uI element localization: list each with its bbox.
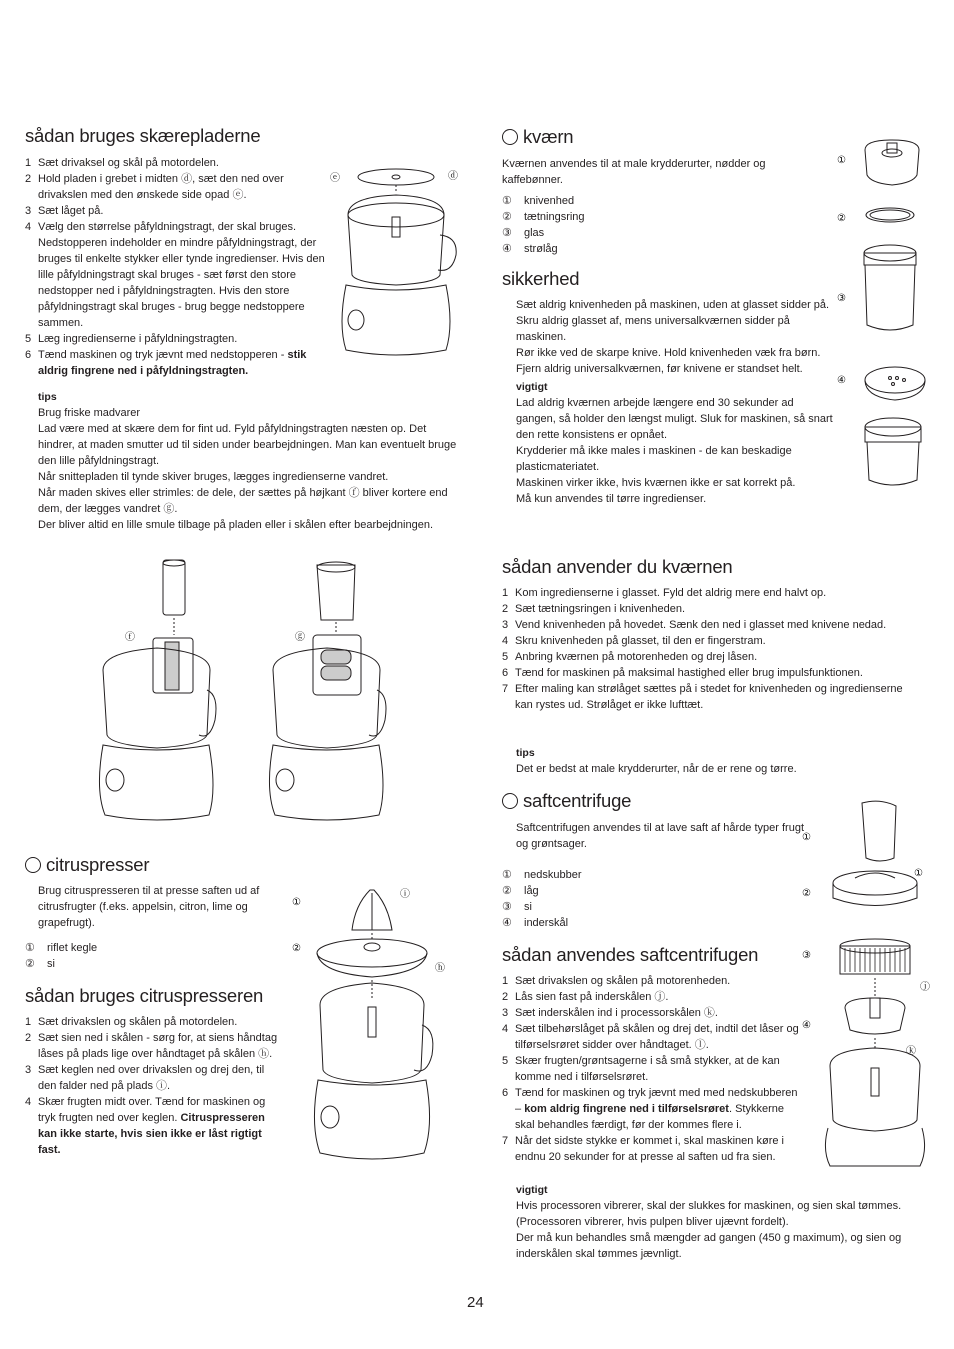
list-item: 3 Vend knivenheden på hovedet. Sænk den ned i glasset med knivene nedad. — [502, 619, 887, 631]
list-item: 4 Vælg den størrelse påfyldningstragt, der skal bruges. Nedstopperen indeholder en mindre påfyldningstragt, der bruges til enkelte stykker eller tynde ingredienser. Hvis den lille påfyldningstragt skal bruges - sæt først den store nedstopper ned i påfyldningstragten. Hvis den store påfyldningstragt skal bruges - brug begge nedstoppere sammen. — [25, 221, 325, 329]
fig-label-1: ① — [802, 832, 811, 843]
list-item: 2 Lås sien fast på inderskålen ⓙ. — [502, 991, 669, 1003]
list-item: 2 Sæt tætningsringen i knivenheden. — [502, 603, 685, 615]
checkbox-circle-icon — [502, 129, 518, 145]
list-item: ① nedskubber — [502, 869, 582, 881]
fig-label-h: ⓗ — [435, 963, 445, 974]
fig-label-1: ① — [837, 155, 846, 166]
list-item: 1 Sæt drivaksel og skål på motordelen. — [25, 157, 219, 169]
fig-label-3: ③ — [837, 293, 846, 304]
list-item: 1 Sæt drivakslen og skålen på motordelen. — [25, 1016, 238, 1028]
list-item: 4 Skru knivenheden på glasset, til den er fingerstram. — [502, 635, 766, 647]
kvaernen-steps — [502, 585, 922, 713]
skaereplader-steps — [25, 155, 325, 379]
heading-anvender-kvaernen: sådan anvender du kværnen — [502, 556, 733, 577]
fig-label-f: ⓕ — [125, 632, 135, 643]
skaereplader-tips: tips Brug friske madvarer Lad være med at skære dem for fint ud. Fyld påfyldningstragten næsten op. Det hindrer, at maden smutter ud til siden under bearbejdningen. Man kan eventuelt bruge den lille påfyldningstragt. Når snittepladen til tynde skiver bruges, lægges ingredienserne vandret. Når maden skives eller strimles: de dele, der sættes på højkant ⓕ bliver kortere end dem, der lægges vandret ⓖ. Der bliver altid en lille smule tilbage på pladen eller i skålen efter bearbejdningen. — [38, 391, 457, 531]
list-item: ② si — [25, 958, 55, 970]
list-item: 6 Tænd for maskinen på maksimal hastighed eller brug impulsfunktionen. — [502, 667, 863, 679]
kvaernen-tips: tips Det er bedst at male krydderurter, når de er rene og tørre. — [516, 745, 916, 777]
fig-label-g: ⓖ — [295, 632, 305, 643]
list-item: 4 Sæt tilbehørslåget på skålen og drej det, indtil det låser og tilførselsrøret sidder over håndtaget. ⓛ. — [502, 1023, 799, 1051]
checkbox-circle-icon — [502, 793, 518, 809]
food-processor-feed-tube-illustration-f — [95, 560, 220, 825]
citruspresser-intro: Brug citruspresseren til at presse saften ud af citrusfrugter (f.eks. appelsin, citron, lime og grapefrugt). — [38, 885, 260, 929]
citruspresser-parts — [25, 940, 245, 972]
list-item: 1 Kom ingredienserne i glasset. Fyld det aldrig mere end halvt op. — [502, 587, 827, 599]
tips-label: tips — [38, 391, 57, 403]
food-processor-disc-illustration — [328, 155, 463, 365]
fig-label-i: ⓘ — [400, 889, 410, 900]
heading-anvendes-saftcentrifugen: sådan anvendes saftcentrifugen — [502, 944, 759, 965]
list-item: ① knivenhed — [502, 195, 575, 207]
food-processor-feed-tube-illustration-g — [265, 560, 390, 825]
list-item: 2 Sæt sien ned i skålen - sørg for, at siens håndtag låses på plads lige over håndtaget på skålen ⓗ. — [25, 1032, 278, 1060]
checkbox-circle-icon — [25, 857, 41, 873]
heading-citruspresseren: sådan bruges citruspresseren — [25, 985, 264, 1006]
list-item: 5 Anbring kværnen på motorenheden og drej låsen. — [502, 651, 758, 663]
list-item: ② tætningsring — [502, 211, 585, 223]
saftcentrifuge-parts — [502, 867, 722, 931]
fig-label-1: ① — [292, 897, 301, 908]
page-number: 24 — [467, 1294, 484, 1311]
kvaern-intro: Kværnen anvendes til at male krydderurter, nødder og kaffebønner. — [502, 158, 766, 186]
list-item: ② låg — [502, 885, 539, 897]
fig-label-2: ② — [837, 213, 846, 224]
list-item: ④ strølåg — [502, 243, 558, 255]
sikkerhed-text: Sæt aldrig knivenheden på maskinen, uden at glasset sidder på. Skru aldrig glasset af, mens universalkværnen sidder på maskinen. Rør ikke ved de skarpe knive. Hold knivenheden væk fra børn. Fjern aldrig universalkværnen, før knivene er standset helt. vigtigt Lad aldrig kværnen arbejde længere end 30 sekunder ad gangen, så holder den længst muligt. Sluk for maskinen, så snart den rette konsistens er opnået. Krydderier må ikke males i maskinen - de kan beskadige plasticmateriatet. Maskinen virker ikke, hvis kværnen ikke er sat korrekt på. Må kun anvendes til tørre ingredienser. — [516, 299, 833, 505]
list-item: 7 Når det sidste stykke er kommet i, skal maskinen køre i endnu 20 sekunder for at presse al saften ud fra sien. — [502, 1135, 784, 1163]
list-item: ① riflet kegle — [25, 942, 98, 954]
fig-label-d: ⓓ — [448, 171, 458, 182]
list-item: 2 Hold pladen i grebet i midten ⓓ, sæt den ned over drivakslen med den ønskede side opad ⓔ. — [25, 173, 284, 201]
list-item: 7 Efter maling kan strølåget sættes på i stedet for knivenheden og ingredienserne kan rystes ud. Strølåget er ikke lufttæt. — [502, 683, 903, 711]
grinder-parts-illustration — [835, 135, 935, 495]
tips-label: tips — [516, 747, 535, 759]
list-item: 3 Sæt inderskålen ind i processorskålen ⓚ. — [502, 1007, 718, 1019]
list-item: ③ si — [502, 901, 532, 913]
fig-label-3: ③ — [802, 950, 811, 961]
heading-kvaern: kværn — [502, 126, 573, 148]
list-item: 6 Tænd for maskinen og tryk jævnt med med nedskubberen – kom aldrig fingrene ned i tilførselsrøret. Stykkerne skal behandles færdigt, før der kommes flere i. — [502, 1087, 798, 1131]
heading-saftcentrifuge: saftcentrifuge — [502, 790, 631, 812]
fig-label-2: ② — [802, 888, 811, 899]
saftcentrifuge-intro: Saftcentrifugen anvendes til at lave saft af hårde typer frugt og grøntsager. — [516, 822, 805, 850]
heading-sikkerhed: sikkerhed — [502, 268, 580, 289]
list-item: 5 Læg ingredienserne i påfyldningstragten. — [25, 333, 238, 345]
list-item: 5 Skær frugten/grøntsagerne i så små stykker, at de kan komme ned i tilførselsrøret. — [502, 1055, 780, 1083]
fig-label-k: ⓚ — [906, 1046, 916, 1057]
fig-label-4: ④ — [802, 1020, 811, 1031]
list-item: ④ inderskål — [502, 917, 569, 929]
important-label: vigtigt — [516, 1184, 548, 1196]
kvaern-parts — [502, 193, 722, 257]
saftcentrifugen-important: vigtigt Hvis processoren vibrerer, skal der slukkes for maskinen, og sien skal tømmes. (Processoren vibrerer, hvis pulpen bliver ujævnt fordelt). Der må kun behandles små mængder ad gangen (450 g maximum), og sien og inderskålen skal tømmes jævnligt. — [516, 1182, 936, 1262]
list-item: 3 Sæt låget på. — [25, 205, 104, 217]
citruspresseren-steps — [25, 1014, 280, 1158]
heading-skaereplader: sådan bruges skærepladerne — [25, 125, 261, 146]
fig-label-i: ① — [914, 868, 923, 879]
fig-label-e: ⓔ — [330, 173, 340, 184]
list-item: 1 Sæt drivakslen og skålen på motorenheden. — [502, 975, 731, 987]
heading-citruspresser: citruspresser — [25, 854, 149, 876]
fig-label-2: ② — [292, 943, 301, 954]
important-label: vigtigt — [516, 381, 548, 393]
fig-label-j: ⓙ — [920, 982, 930, 993]
list-item: 3 Sæt keglen ned over drivakslen og drej den, til den falder ned på plads ⓘ. — [25, 1064, 265, 1092]
list-item: 6 Tænd maskinen og tryk jævnt med nedstopperen - stik aldrig fingrene ned i påfyldningstragten. — [25, 349, 307, 377]
list-item: ③ glas — [502, 227, 545, 239]
saftcentrifugen-steps — [502, 973, 802, 1165]
citrus-press-illustration — [290, 885, 455, 1170]
juicer-illustration — [800, 798, 940, 1170]
fig-label-4: ④ — [837, 375, 846, 386]
list-item: 4 Skær frugten midt over. Tænd for maskinen og tryk frugten ned over keglen. Citruspresseren kan ikke starte, hvis sien ikke er låst rigtigt fast. — [25, 1096, 266, 1156]
